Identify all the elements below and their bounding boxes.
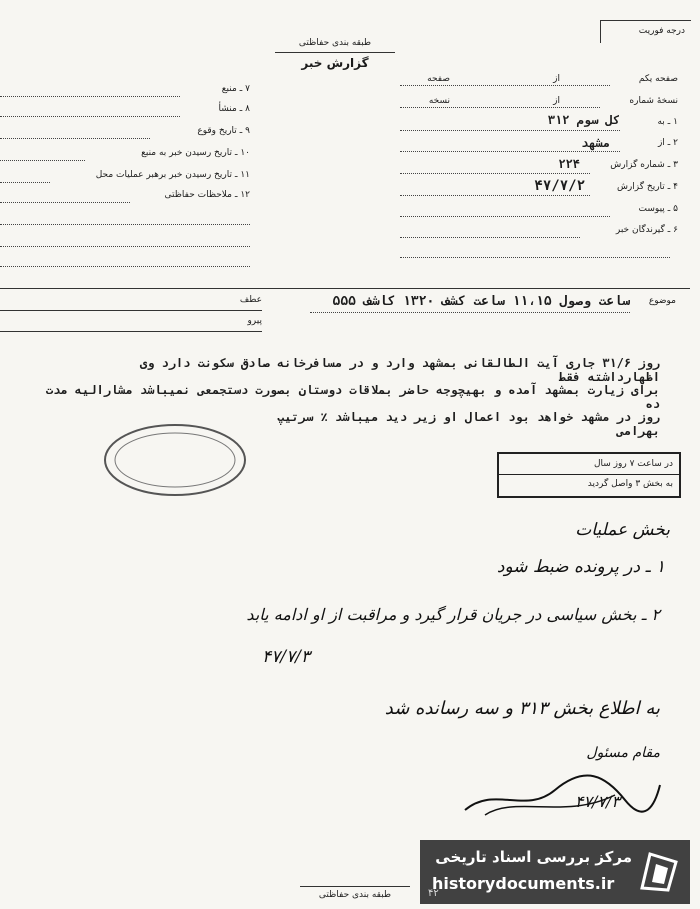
oval-seal-stamp <box>100 420 250 500</box>
ref-line <box>0 310 262 311</box>
handwritten-date-2: ۴۷/۷/۳ <box>574 792 620 811</box>
field-7-dots <box>0 96 180 97</box>
subject-label: موضوع <box>648 296 676 306</box>
field-5-label: ۵ ـ پیوست <box>638 204 678 214</box>
handwritten-note-2: ۱ ـ در پرونده ضبط شود <box>496 557 665 577</box>
body-line-2: برای زیارت بمشهد آمده و بهیچوجه حاضر بملاقات دوستان بصورت دستجمعی نمیباشد مشارالیه مدت ده <box>45 383 660 411</box>
history-documents-logo-icon <box>636 848 682 894</box>
field-1-label: ۱ ـ به <box>657 117 678 127</box>
priority-label: درجه فوریت <box>638 26 685 36</box>
handwritten-note-4: به اطلاع بخش ۳۱۳ و سه رسانده شد <box>384 698 660 719</box>
field-3-label: ۳ ـ شماره گزارش <box>610 160 678 170</box>
field-1-value: کل سوم ۳۱۲ <box>547 113 620 127</box>
field-3-dots <box>400 173 590 174</box>
body-line-1: روز ۳۱/۶ جاری آیت الطالقانی بمشهد وارد و در مسافرخانه صادق سکونت دارد وی اظهارداشته فقط <box>139 356 660 384</box>
field-11-dots <box>0 182 50 183</box>
subject-value: ساعت وصول ۱۱،۱۵ ساعت کشف ۱۳۲۰ کاشف ۵۵۵ <box>332 294 630 309</box>
body-line-3: روز در مشهد خواهد بود اعمال او زیر دید میباشد ٪ سرتیپ بهرامی <box>277 410 660 438</box>
field-10-label: ۱۰ ـ تاریخ رسیدن خبر به منبع <box>141 148 250 158</box>
field-12-dots-4 <box>0 266 250 267</box>
field-11-label: ۱۱ ـ تاریخ رسیدن خبر برهبر عملیات محل <box>95 170 250 180</box>
page-from: از <box>553 74 560 84</box>
handwritten-note-3: ۲ ـ بخش سیاسی در جریان قرار گیرد و مراقبت از او ادامه یابد <box>246 605 660 624</box>
copy-unit: نسخه <box>428 96 450 106</box>
field-4-label: ۴ ـ تاریخ گزارش <box>616 182 678 192</box>
field-2-value: مشهد <box>581 136 610 150</box>
header-divider <box>0 288 690 289</box>
copy-from: از <box>553 96 560 106</box>
receipt-stamp <box>497 452 681 498</box>
copy-label: نسخهٔ شماره <box>629 96 678 106</box>
field-6-dots <box>400 237 580 238</box>
handwritten-note-1: بخش عملیات <box>575 520 670 540</box>
ref-label: عطف <box>239 295 262 305</box>
field-12-dots-3 <box>0 246 250 247</box>
stamp-line-1: در ساعت ۷ روز سال <box>593 459 673 469</box>
field-8-label: ۸ ـ منشأ <box>218 104 250 114</box>
logo-url: historydocuments.ir <box>432 874 615 893</box>
field-1-dots <box>400 130 620 131</box>
page-label: صفحه یکم <box>638 74 678 84</box>
handwritten-date-1: ۴۷/۷/۳ <box>262 647 310 667</box>
field-2-dots <box>400 151 620 152</box>
page-unit: صفحه <box>427 74 450 84</box>
field-12-dots-2 <box>0 224 250 225</box>
field-10-dots <box>0 160 85 161</box>
field-4-dots <box>400 195 590 196</box>
field-12-dots <box>0 202 130 203</box>
classification-top: طبقه بندی حفاظتی <box>298 38 372 48</box>
field-6-label: ۶ ـ گیرندگان خبر <box>615 225 678 235</box>
field-4-value: ۴۷/۷/۲ <box>534 178 585 194</box>
stamp-divider <box>499 474 679 475</box>
logo-title: مرکز بررسی اسناد تاریخی <box>435 848 632 866</box>
field-6-dots-2 <box>400 257 670 258</box>
handwritten-note-5: مقام مسئول <box>586 745 660 761</box>
field-9-dots <box>0 138 150 139</box>
field-3-value: ۲۲۴ <box>558 157 580 171</box>
follow-label: پیرو <box>247 316 262 326</box>
follow-line <box>0 331 262 332</box>
classification-bottom: طبقه بندی حفاظتی <box>318 890 392 900</box>
subject-dots <box>310 312 630 313</box>
copy-dots <box>400 107 600 108</box>
field-12-label: ۱۲ ـ ملاحظات حفاظتی <box>164 190 250 200</box>
field-7-label: ۷ ـ منبع <box>221 84 250 94</box>
classification-underline <box>275 52 395 53</box>
field-5-dots <box>400 216 610 217</box>
field-8-dots <box>0 116 180 117</box>
field-2-label: ۲ ـ از <box>657 138 678 148</box>
page-dots <box>400 85 610 86</box>
watermark-logo <box>420 840 690 904</box>
field-9-label: ۹ ـ تاریخ وقوع <box>197 126 250 136</box>
footer-classification-line <box>300 886 410 887</box>
page-number: ۴۲ <box>428 888 439 899</box>
report-title: گزارش خبر <box>301 56 369 70</box>
stamp-line-2: به بخش ۳ واصل گردید <box>587 479 673 489</box>
